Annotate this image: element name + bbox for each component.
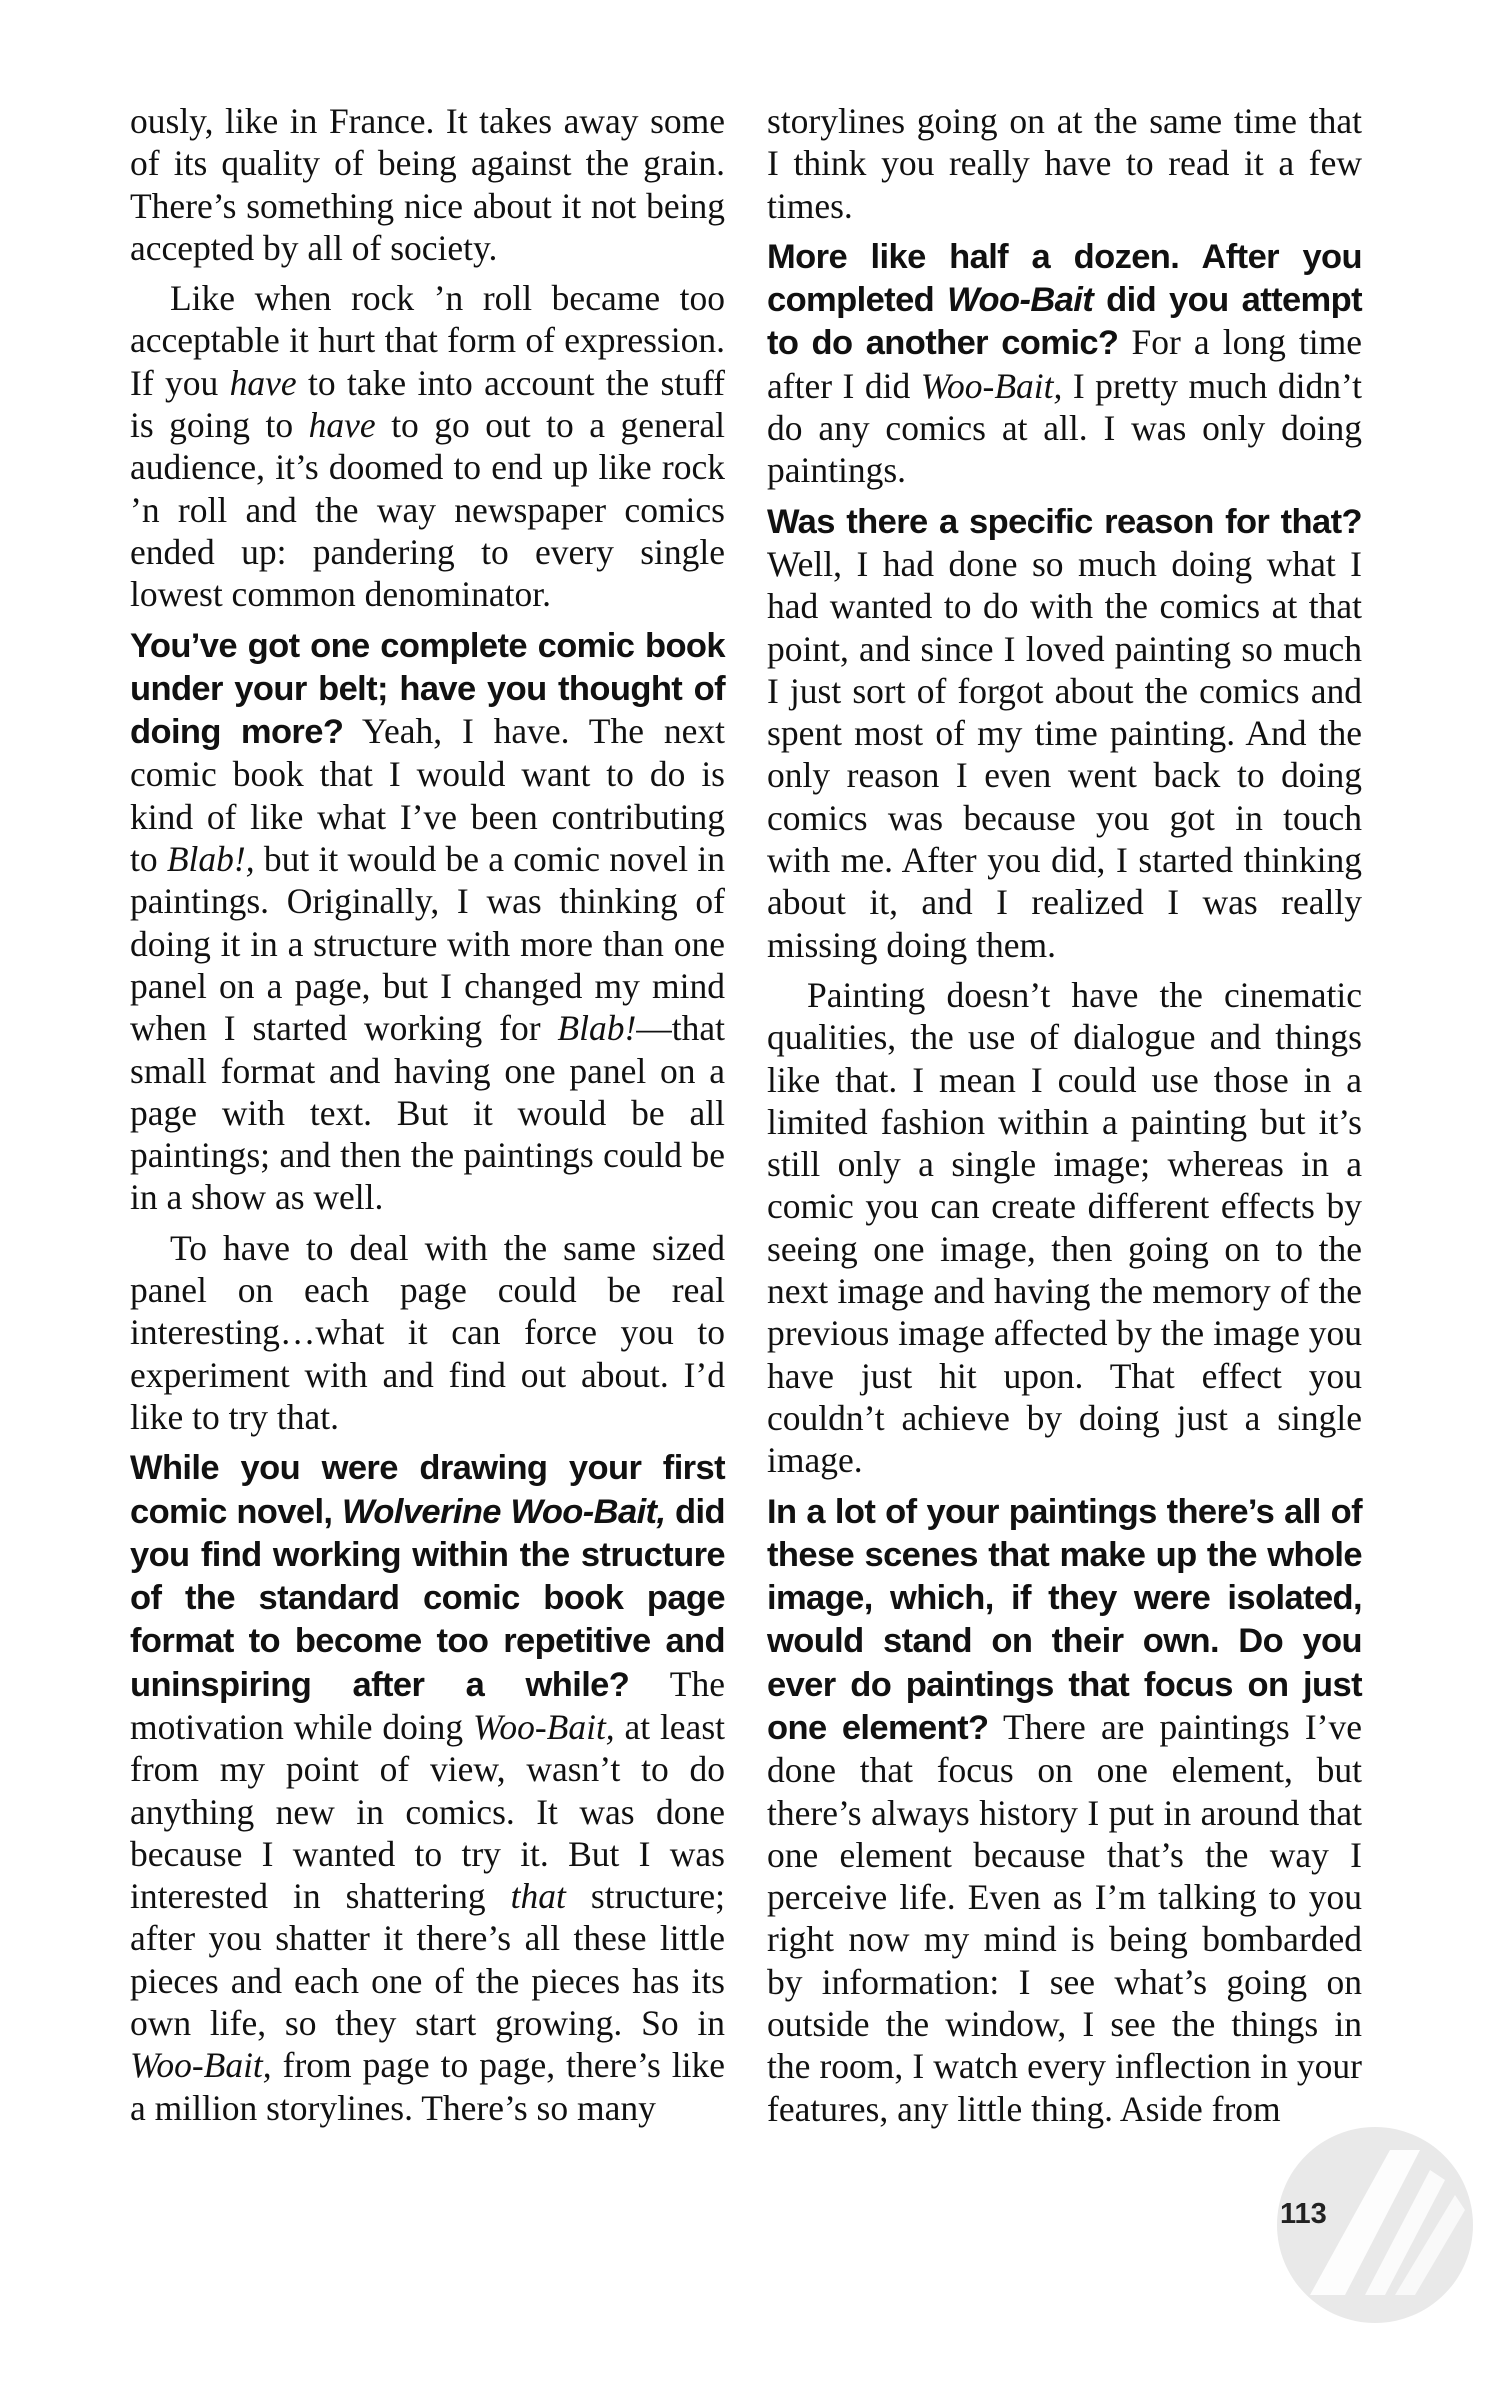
paragraph: Painting doesn’t have the cinematic qualities, the use of dialogue and things like that. I mean I could use those in a limited fashion within a painting but it’s still only a single image; whereas in a comic you can create different effects by seeing one image, then going on to the next image and having the memory of the previous image affected by the image you have just hit upon. That effect you couldn’t achieve by doing just a single image. <box>767 974 1362 1481</box>
question-answer: You’ve got one complete comic book under your belt; have you thought of doing more? Yeah, I have. The next comic book that I would want to do is kind of like what I’ve been contributing to Blab!, but it would be a comic novel in paintings. Originally, I was thinking of doing it in a structure with more than one panel on a page, but I changed my mind when I started working for Blab!—that small format and having one panel on a page with text. But it would be all paintings; and then the paintings could be in a show as well. <box>130 626 725 1218</box>
left-column <box>130 100 725 2137</box>
interview-question: More like half a dozen. After you completed Woo-Bait did you attempt to do another comic? <box>767 237 1362 363</box>
interview-question: You’ve got one complete comic book under your belt; have you thought of doing more? <box>130 626 725 752</box>
interview-question: Was there a specific reason for that? <box>767 502 1362 541</box>
question-answer: Was there a specific reason for that? Well, I had done so much doing what I had wanted to do with the comics at that point, and since I loved painting so much I just sort of forgot about the comics and spent most of my time painting. And the only reason I even went back to doing comics was because you got in touch with me. After you did, I started thinking about it, and I realized I was really missing doing them. <box>767 502 1362 965</box>
paragraph: To have to deal with the same sized panel on each page could be real interesting…what it can force you to experiment with and find out about. I’d like to try that. <box>130 1227 725 1437</box>
right-column <box>767 100 1362 2138</box>
paragraph: storylines going on at the same time that I think you really have to read it a few times. <box>767 101 1362 226</box>
page-number: 113 <box>1280 2198 1327 2230</box>
paragraph: ously, like in France. It takes away some of its quality of being against the grain. There’s something nice about it not being accepted by all of society. <box>130 101 725 268</box>
question-answer: While you were drawing your first comic novel, Wolverine Woo-Bait, did you find working within the structure of the standard comic book page format to become too repetitive and uninspiring after a while? The motivation while doing Woo-Bait, at least from my point of view, wasn’t to do anything new in comics. It was done because I wanted to try it. But I was interested in shattering that structure; after you shatter it there’s all these little pieces and each one of the pieces has its own life, so they start growing. So in Woo-Bait, from page to page, there’s like a million storylines. There’s so many <box>130 1449 725 2128</box>
question-answer: More like half a dozen. After you completed Woo-Bait did you attempt to do another comic? For a long time after I did Woo-Bait, I pretty much didn’t do any comics at all. I was only doing paintings. <box>767 237 1363 491</box>
interview-question: In a lot of your paintings there’s all of these scenes that make up the whole image, which, if they were isolated, would stand on their own. Do you ever do paintings that focus on just one element? <box>767 1492 1362 1747</box>
paragraph: Like when rock ’n roll became too acceptable it hurt that form of expression. If you have to take into account the stuff is going to have to go out to a general audience, it’s doomed to end up like rock ’n roll and the way newspaper comics ended up: pandering to every single lowest common denominator. <box>130 278 725 615</box>
interview-question: While you were drawing your first comic novel, Wolverine Woo-Bait, did you find working within the structure of the standard comic book page format to become too repetitive and uninspiring after a while? <box>130 1449 725 1704</box>
question-answer: In a lot of your paintings there’s all of these scenes that make up the whole image, which, if they were isolated, would stand on their own. Do you ever do paintings that focus on just one element? There are paintings I’ve done that focus on one element, but there’s always history I put in around that one element because that’s the way I perceive life. Even as I’m talking to you right now my mind is being bombarded by information: I see what’s going on outside the window, I see the things in the room, I watch every inflection in your features, any little thing. Aside from <box>767 1492 1362 2129</box>
